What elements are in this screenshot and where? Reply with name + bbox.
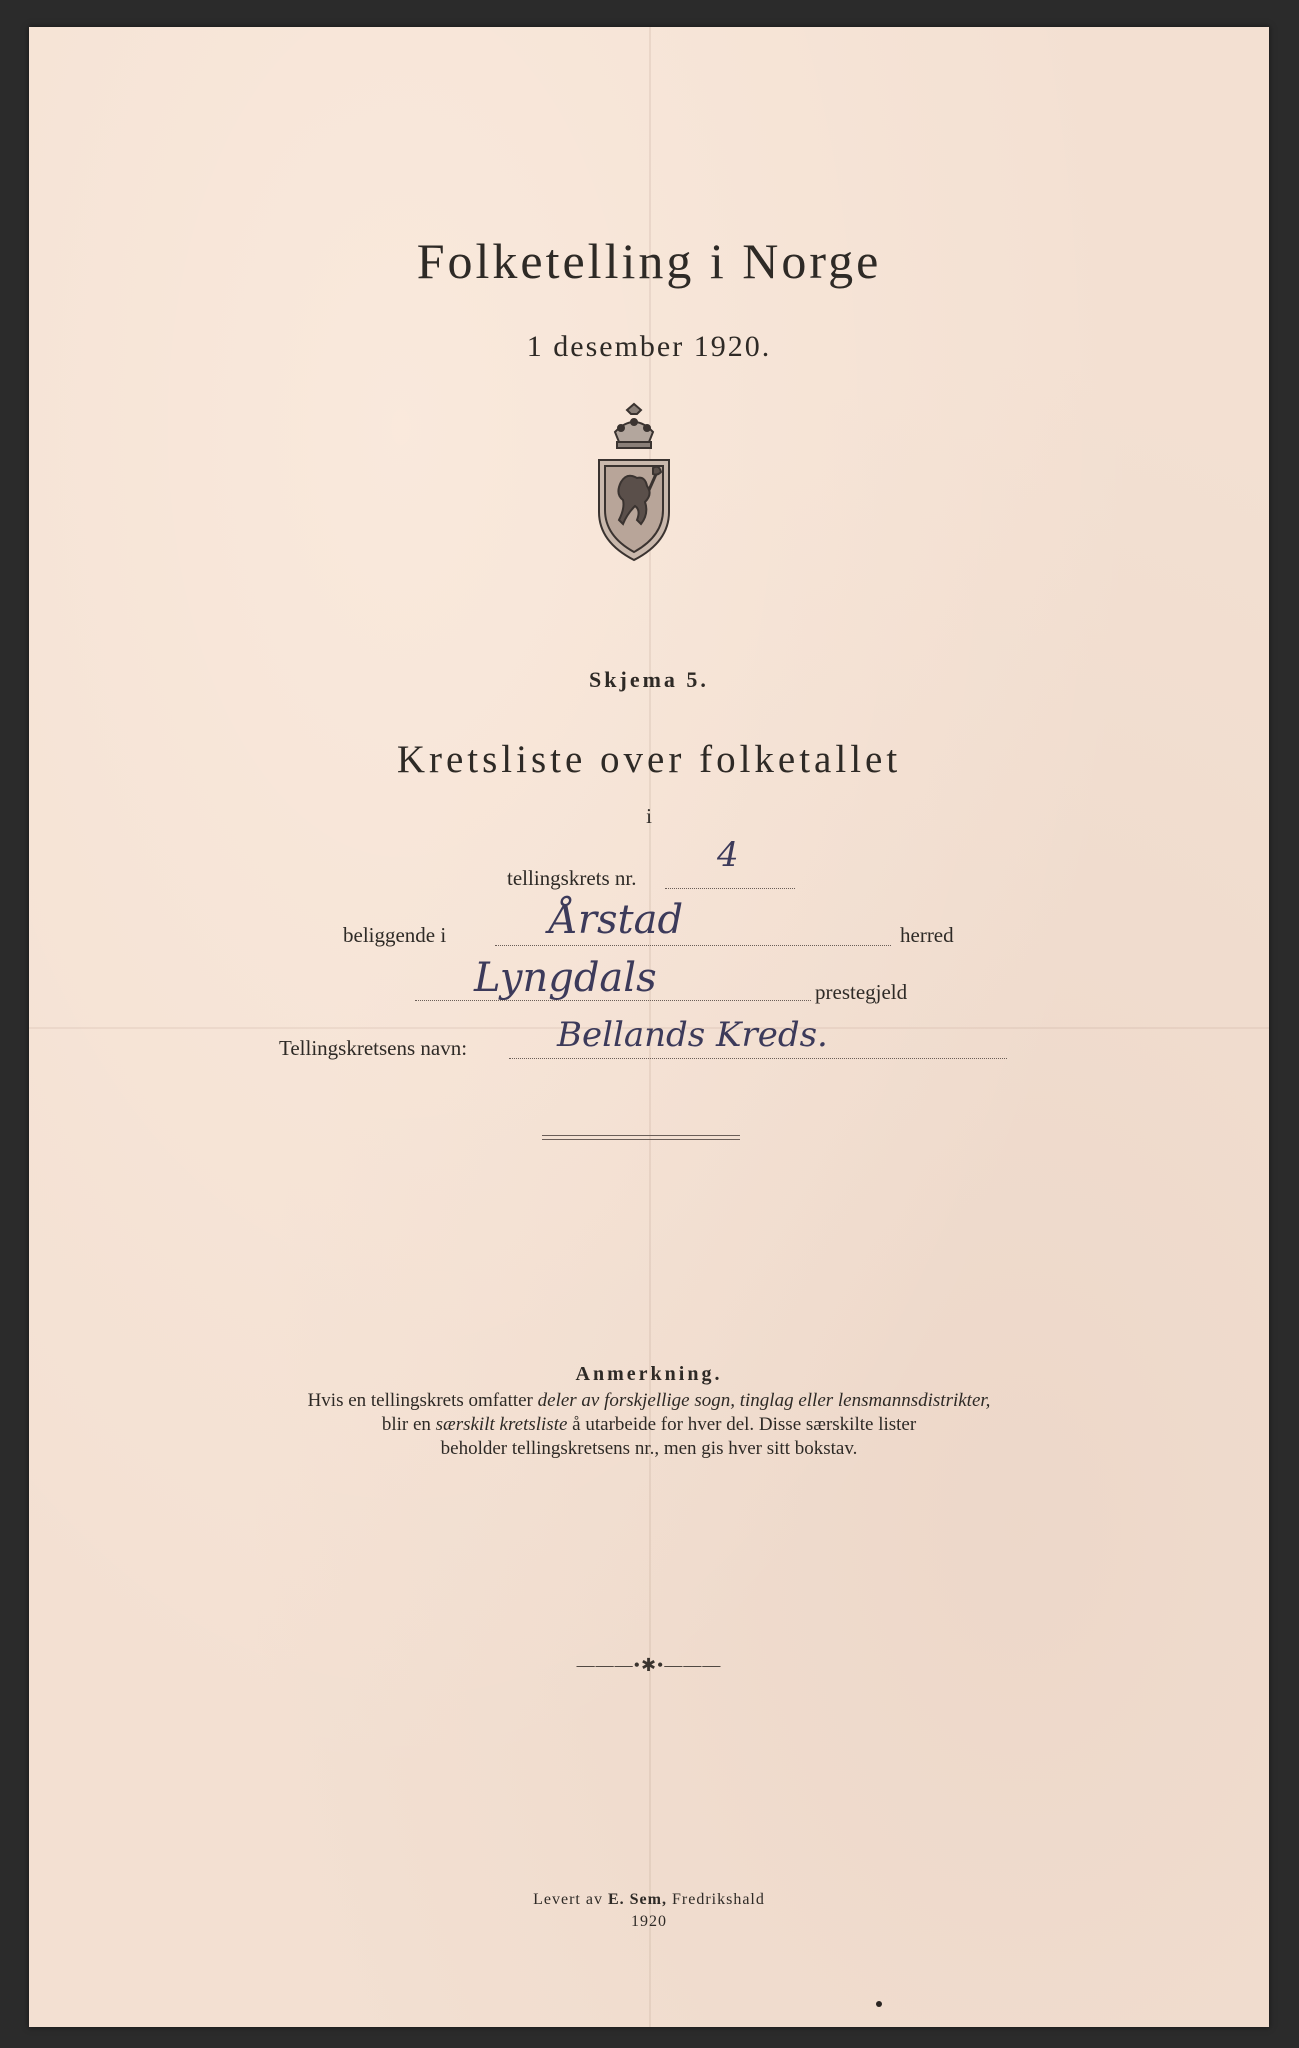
ink-speck <box>876 2001 882 2007</box>
census-date: 1 desember 1920. <box>526 330 772 363</box>
form-heading: Kretsliste over folketallet <box>396 738 902 781</box>
district-name-value: Bellands Kreds. <box>557 1015 828 1055</box>
located-line <box>495 944 891 946</box>
connector-word: i <box>646 804 652 828</box>
parish-value: Lyngdals <box>474 955 657 1001</box>
district-number-label: tellingskrets nr. <box>507 866 637 890</box>
ornament-divider: ———•✱•——— <box>576 1655 722 1675</box>
located-label: beliggende i <box>343 923 447 947</box>
note-line-3: beholder tellingskretsens nr., men gis hver sitt bokstav. <box>440 1438 858 1459</box>
prestegjeld-label: prestegjeld <box>815 980 908 1004</box>
norwegian-coat-of-arms-icon <box>587 402 681 562</box>
divider-rule-bottom <box>542 1139 740 1140</box>
district-number-line <box>665 887 795 889</box>
herred-label: herred <box>900 923 954 947</box>
schema-label: Skjema 5. <box>589 667 709 692</box>
page-title: Folketelling i Norge <box>416 233 882 289</box>
printer-imprint: Levert av E. Sem, Fredrikshald 1920 <box>533 1891 765 1930</box>
district-name-line <box>509 1057 1007 1059</box>
municipality-value: Årstad <box>549 897 684 943</box>
district-number-value: 4 <box>717 835 739 875</box>
census-form-page <box>29 27 1269 2027</box>
note-title: Anmerkning. <box>575 1363 723 1385</box>
note-line-1: Hvis en tellingskrets omfatter deler av forskjellige sogn, tinglag eller lensmannsdistrikter, <box>307 1390 991 1411</box>
note-line-2: blir en særskilt kretsliste å utarbeide for hver del. Disse særskilte lister <box>381 1414 917 1435</box>
district-name-label: Tellingskretsens navn: <box>279 1036 468 1060</box>
divider-rule-top <box>542 1135 740 1136</box>
